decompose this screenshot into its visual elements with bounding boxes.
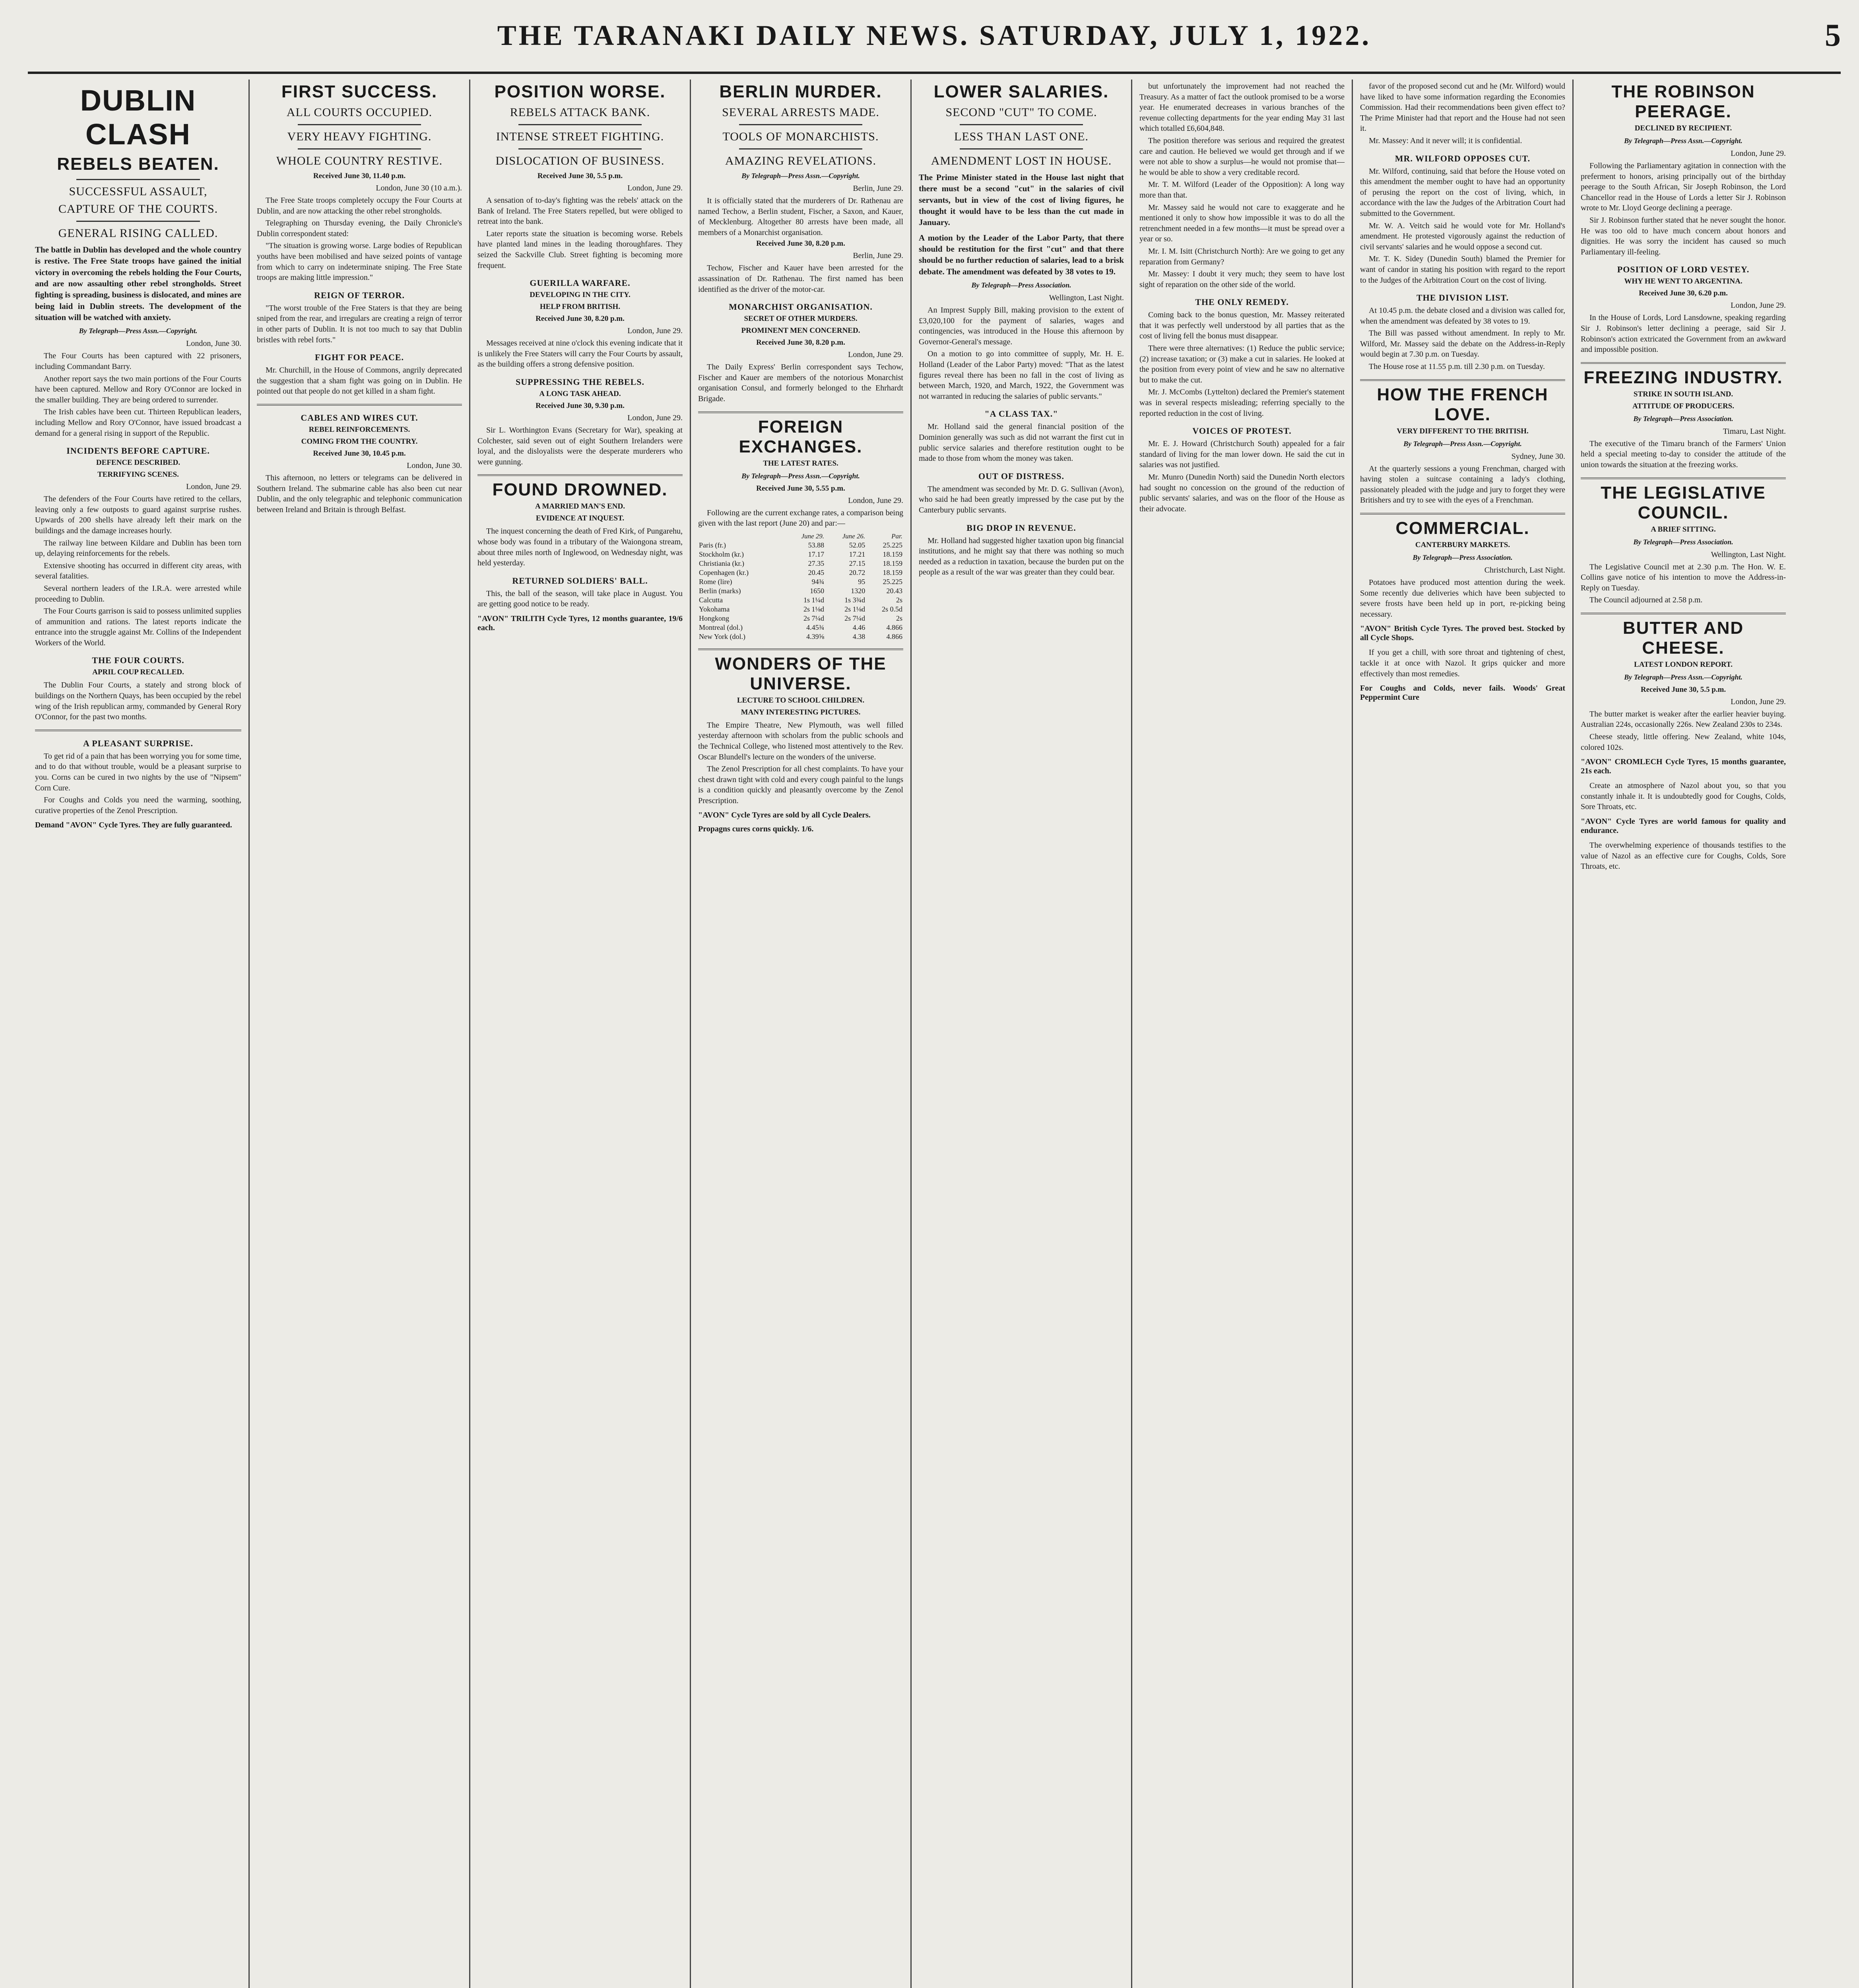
paragraph: The Council adjourned at 2.58 p.m.	[1589, 596, 1703, 605]
paragraph: Mr. Wilford, continuing, said that before the House voted on this amendment the member ought to have had an opportunity of perusing the report on the cost of living, which, in accordance with the law the Judges of the Arbitration Court had submitted to the Government.	[1360, 167, 1565, 218]
dateline: London, June 29.	[848, 350, 903, 359]
paragraph: Mr. Massey: And it never will; it is confidential.	[1369, 136, 1522, 145]
byline: By Telegraph—Press Association.	[1413, 553, 1513, 562]
table-cell-rate: 2s 1⅛d	[844, 605, 865, 613]
subheading: REBEL REINFORCEMENTS.	[309, 425, 410, 434]
divider	[298, 124, 421, 125]
dateline: London, June 29.	[1731, 149, 1786, 158]
headline-commercial: COMMERCIAL.	[1395, 518, 1530, 538]
advertisement: "AVON" Cycle Tyres are sold by all Cycle Dealers.	[698, 811, 871, 820]
divider	[1581, 613, 1786, 614]
dateline: Sydney, June 30.	[1511, 452, 1565, 461]
advertisement: "AVON" British Cycle Tyres. The proved best. Stocked by all Cycle Shops.	[1360, 624, 1565, 643]
masthead-title: THE TARANAKI DAILY NEWS. SATURDAY, JULY 1, 1922.	[497, 19, 1372, 51]
exchange-rates-table	[698, 532, 903, 641]
paragraph: Several northern leaders of the I.R.A. were arrested while proceeding to Dublin.	[35, 584, 241, 604]
byline: By Telegraph—Press Assn.—Copyright.	[741, 172, 860, 180]
divider	[1360, 513, 1565, 514]
divider	[1360, 379, 1565, 381]
column-2	[248, 80, 469, 1988]
paragraph: Mr. W. A. Veitch said he would vote for Mr. Holland's amendment. He protested vigorously against the reduction of civil servants' salaries and he would oppose a second cut.	[1360, 221, 1565, 251]
table-cell-rate: 17.21	[849, 550, 865, 558]
headline-berlin-murder: BERLIN MURDER.	[719, 82, 882, 101]
paragraph: Mr. E. J. Howard (Christchurch South) appealed for a fair standard of living for the man lower down. He said the cut in salaries was not justified.	[1139, 439, 1345, 470]
table-cell-rate: 1650	[810, 586, 825, 595]
subheading: OUT OF DISTRESS.	[978, 471, 1064, 481]
page-number: 5	[1825, 18, 1841, 53]
table-cell-rate: 27.35	[808, 559, 825, 567]
paragraph: Mr. T. M. Wilford (Leader of the Opposition): A long way more than that.	[1139, 180, 1345, 200]
paragraph: There were three alternatives: (1) Reduce the public service; (2) increase taxation; or (3) make a cut in salaries. He looked at the position from every point of view and he saw no alternative but to make the cut.	[1139, 344, 1345, 384]
subheading: DEVELOPING IN THE CITY.	[530, 291, 631, 299]
deck: ALL COURTS OCCUPIED.	[286, 106, 433, 119]
column-6	[1131, 80, 1352, 1988]
dateline: London, June 29.	[627, 184, 683, 192]
paragraph: Mr. Munro (Dunedin North) said the Dunedin North electors had sought no concession on the ground of the reduction of public servants' salaries, and was on the floor of the House as their advocate.	[1139, 473, 1345, 513]
paragraph: The Four Courts has been captured with 22 prisoners, including Commandant Barry.	[35, 351, 241, 371]
subheading: DECLINED BY RECIPIENT.	[1634, 124, 1732, 132]
dateline: Berlin, June 29.	[853, 251, 903, 260]
column-7	[1352, 80, 1572, 1988]
headline-wonders-of-the-universe: WONDERS OF THE UNIVERSE.	[715, 654, 887, 693]
subheading: LATEST LONDON REPORT.	[1634, 660, 1733, 669]
divider	[960, 148, 1083, 149]
subheading: MONARCHIST ORGANISATION.	[729, 302, 873, 312]
paragraph: Messages received at nine o'clock this evening indicate that it is unlikely the Free Staters will carry the Four Courts by assault, as the building offers a strong defensive position.	[477, 339, 683, 369]
deck: REBELS ATTACK BANK.	[510, 106, 650, 119]
paragraph: Telegraphing on Thursday evening, the Daily Chronicle's Dublin correspondent stated:	[257, 219, 462, 238]
paragraph: Cheese steady, little offering. New Zealand, white 104s, colored 102s.	[1581, 732, 1786, 752]
column-5	[910, 80, 1131, 1988]
paragraph: Techow, Fischer and Kauer have been arrested for the assassination of Dr. Rathenau. The first named has been identified as the driver of the motor-car.	[698, 264, 903, 294]
advertisement: Propagns cures corns quickly. 1/6.	[698, 825, 814, 834]
dateline: London, June 30.	[407, 461, 462, 470]
table-cell-currency	[698, 532, 784, 541]
table-cell-rate: 1s 3¾d	[844, 596, 865, 604]
divider	[698, 412, 903, 413]
paragraph: Mr. I. M. Isitt (Christchurch North): Are we going to get any reparation from Germany?	[1139, 247, 1345, 266]
table-cell-rate: 2s	[896, 614, 902, 622]
headline-position-worse: POSITION WORSE.	[494, 82, 666, 101]
table-cell-rate: 25.225	[883, 541, 902, 549]
byline: By Telegraph—Press Assn.—Copyright.	[741, 472, 860, 480]
dateline: London, June 29.	[186, 482, 241, 491]
divider	[518, 148, 642, 149]
subheading: LECTURE TO SCHOOL CHILDREN.	[737, 696, 865, 705]
table-cell-rate: Par.	[891, 532, 902, 540]
divider	[477, 474, 683, 476]
table-cell-rate: 4.39⅝	[806, 632, 825, 641]
table-row	[698, 550, 903, 559]
paragraph: but unfortunately the improvement had not reached the Treasury. As a matter of fact the outlook promised to be a worse year. He enumerated decreases in various branches of the revenue collecting departments for the year ending May 31 last which totalled £6,604,848.	[1139, 82, 1345, 133]
table-cell-rate: 4.866	[886, 623, 902, 631]
table-row	[698, 605, 903, 614]
subheading: APRIL COUP RECALLED.	[92, 668, 184, 677]
divider	[298, 148, 421, 149]
subheading: EVIDENCE AT INQUEST.	[536, 514, 625, 523]
table-cell-currency: Calcutta	[699, 596, 723, 604]
table-cell-rate: 52.05	[849, 541, 865, 549]
headline-butter-and-cheese: BUTTER AND CHEESE.	[1622, 618, 1744, 658]
headline-legislative-council: THE LEGISLATIVE COUNCIL.	[1601, 483, 1766, 522]
received-time: Received June 30, 8.20 p.m.	[756, 239, 845, 248]
deck: TOOLS OF MONARCHISTS.	[722, 130, 879, 143]
paragraph: Mr. Holland said the general financial position of the Dominion generally was such as did not warrant the first cut in public service salaries and therefore restitution ought to be made to those from whom the money was taken.	[919, 422, 1124, 463]
column-4	[690, 80, 910, 1988]
paragraph: This, the ball of the season, will take place in August. You are getting good notice to be ready.	[477, 589, 683, 609]
subheading: GUERILLA WARFARE.	[530, 278, 631, 288]
headline-freezing-industry: FREEZING INDUSTRY.	[1583, 367, 1783, 387]
dateline: London, June 29.	[1731, 697, 1786, 706]
table-cell-rate: 2s 7¼d	[844, 614, 865, 622]
table-cell-rate: 4.45¾	[806, 623, 825, 631]
paragraph: The Daily Express' Berlin correspondent says Techow, Fischer and Kauer are members of the notorious Monarchist organisation Consul, and formerly belonged to the Ehrhardt Brigade.	[698, 363, 903, 403]
paragraph: An Imprest Supply Bill, making provision to the extent of £3,020,100 for the payment of salaries, wages and contingencies, was introduced in the House this afternoon by Governor-General's message.	[919, 306, 1124, 346]
subheading: A MARRIED MAN'S END.	[535, 502, 625, 511]
table-row	[698, 623, 903, 632]
table-cell-rate: 1320	[851, 586, 865, 595]
table-cell-rate: June 29.	[801, 532, 825, 540]
table-cell-rate: 20.72	[849, 568, 865, 577]
subheading: SUPPRESSING THE REBELS.	[516, 377, 644, 387]
subheading: CANTERBURY MARKETS.	[1415, 541, 1510, 549]
divider	[35, 730, 241, 731]
paragraph: Mr. Holland had suggested higher taxation upon big financial institutions, and he might say that there was nothing so much needed as a reduction in taxation, because the burden put on the people as a result of the war was greater than they could bear.	[919, 536, 1124, 577]
table-cell-rate: 4.46	[852, 623, 865, 631]
byline: By Telegraph—Press Assn.—Copyright.	[1624, 673, 1743, 681]
paragraph: The butter market is weaker after the earlier heavier buying. Australian 224s, occasionally 226s. New Zealand 230s to 234s.	[1581, 709, 1786, 729]
paragraph: It is officially stated that the murderers of Dr. Rathenau are named Techow, a Berlin student, Fischer, a Saxon, and Kauer, of Mecklenburg. Altogether 80 arrests have been made, all members of a Monarchist organisation.	[698, 196, 903, 237]
table-cell-rate: 2s 7¼d	[803, 614, 825, 622]
headline-foreign-exchanges: FOREIGN EXCHANGES.	[739, 417, 863, 456]
paragraph: Later reports state the situation is becoming worse. Rebels have planted land mines in the leading thoroughfares. They seized the Sackville Club. Street fighting is becoming more frequent.	[477, 229, 683, 270]
subheading: FIGHT FOR PEACE.	[314, 352, 404, 363]
headline-robinson-peerage: THE ROBINSON PEERAGE.	[1611, 82, 1755, 121]
subheading: WHY HE WENT TO ARGENTINA.	[1624, 277, 1743, 286]
paragraph: "The situation is growing worse. Large bodies of Republican youths have been mobilised and have seized points of vantage from which to carry on indeterminate sniping. The Free State troops are making little impression."	[257, 241, 462, 282]
divider	[739, 124, 862, 125]
column-1	[28, 80, 248, 1988]
deck: WHOLE COUNTRY RESTIVE.	[276, 154, 443, 167]
table-cell-rate: 94¾	[811, 577, 825, 586]
paragraph: Mr. J. McCombs (Lyttelton) declared the Premier's statement was in several respects misleading; referring specially to the reported reduction in the cost of living.	[1139, 388, 1345, 418]
table-row	[698, 596, 903, 605]
paragraph: A sensation of to-day's fighting was the rebels' attack on the Bank of Ireland. The Free Staters repelled, but were obliged to retreat into the bank.	[477, 196, 683, 226]
subheading: BIG DROP IN REVENUE.	[966, 522, 1076, 533]
subheading: POSITION OF LORD VESTEY.	[1617, 264, 1750, 275]
table-cell-currency: Rome (lire)	[699, 577, 732, 586]
received-time: Received June 30, 8.20 p.m.	[756, 338, 845, 347]
table-cell-currency: Berlin (marks)	[699, 586, 741, 595]
table-cell-rate: 25.225	[883, 577, 902, 586]
subheading: A LONG TASK AHEAD.	[539, 389, 621, 398]
table-row	[698, 568, 903, 577]
received-time: Received June 30, 5.5 p.m.	[1640, 685, 1726, 694]
paragraph: In the House of Lords, Lord Lansdowne, speaking regarding Sir J. Robinson's letter declining a peerage, said Sir J. Robinson's action extricated the Government from an awkward and impossible position.	[1581, 313, 1786, 354]
subheading: THE FOUR COURTS.	[92, 655, 184, 666]
byline: By Telegraph—Press Assn.—Copyright.	[79, 327, 198, 335]
table-row	[698, 541, 903, 550]
paragraph: The Zenol Prescription for all chest complaints. To have your chest drawn tight with cold and every cough painful to the lungs is a condition quickly and pleasantly overcome by the Zenol Prescription.	[698, 765, 903, 805]
received-time: Received June 30, 6.20 p.m.	[1639, 289, 1728, 298]
table-row	[698, 586, 903, 596]
table-cell-currency: Copenhagen (kr.)	[699, 568, 749, 577]
paragraph: Coming back to the bonus question, Mr. Massey reiterated that it was perfectly well understood by all parties that as the cost of living fell the bonus must disappear.	[1139, 311, 1345, 341]
received-time: Received June 30, 10.45 p.m.	[313, 449, 406, 458]
paragraph: Sir J. Robinson further stated that he never sought the honor. He was too old to have much concern about honors and dignities. He was sorry the incident has caused so much Parliamentary ill-feeling.	[1581, 215, 1786, 256]
paragraph: Mr. Churchill, in the House of Commons, angrily deprecated the suggestion that a sham fight was going on in Dublin. He pointed out that people do not get killed in a sham fight.	[257, 366, 462, 396]
subheading: RETURNED SOLDIERS' BALL.	[512, 575, 648, 586]
column-8	[1572, 80, 1793, 1988]
headline-found-drowned: FOUND DROWNED.	[492, 480, 668, 500]
advertisement: "AVON" CROMLECH Cycle Tyres, 15 months guarantee, 21s each.	[1581, 757, 1786, 776]
received-time: Received June 30, 8.20 p.m.	[536, 315, 625, 323]
paragraph: The defenders of the Four Courts have retired to the cellars, leaving only a few outposts to guard against surprise rushes. Upwards of 200 shells have already left their mark on the buildings and the damage increases hourly.	[35, 495, 241, 535]
paragraph: favor of the proposed second cut and he (Mr. Wilford) would have liked to have some information regarding the Economies Commission. Had their recommendations been given effect to? The Prime Minister had that report and the House had not seen it.	[1360, 82, 1565, 133]
received-time: Received June 30, 5.55 p.m.	[756, 484, 845, 493]
headline-dublin-clash: DUBLIN CLASH	[80, 84, 196, 151]
paragraph: This afternoon, no letters or telegrams can be delivered in Southern Ireland. The submarine cable has also been cut near Dublin, and the only telegraphic and telephonic communication between Ireland and Britain is through Belfast.	[257, 473, 462, 514]
paragraph: The overwhelming experience of thousands testifies to the value of Nazol as an effective cure for Coughs, Colds, Sore Throats, etc.	[1581, 841, 1786, 871]
paragraph: At the quarterly sessions a young Frenchman, charged with having stolen a suitcase containing a lady's clothing, passionately pleaded with the judge and jury to forget they were Britishers and try to see with the eyes of a Frenchman.	[1360, 464, 1565, 505]
deck: REBELS BEATEN.	[57, 154, 219, 174]
paragraph: Mr. Massey said he would not care to exaggerate and he mentioned it only to show how impossible it was to do all the retrenchment needed in a few months—it must be spread over a year or so.	[1139, 203, 1345, 244]
table-row	[698, 559, 903, 568]
paragraph: Extensive shooting has occurred in different city areas, with several fatalities.	[35, 561, 241, 581]
dateline: Wellington, Last Night.	[1711, 550, 1786, 559]
advertisement: Demand "AVON" Cycle Tyres. They are fully guaranteed.	[35, 821, 232, 830]
subheading: INCIDENTS BEFORE CAPTURE.	[66, 446, 210, 456]
subheading: SECRET OF OTHER MURDERS.	[744, 315, 858, 323]
subheading: MR. WILFORD OPPOSES CUT.	[1395, 153, 1531, 163]
deck: AMAZING REVELATIONS.	[725, 154, 876, 167]
masthead	[28, 12, 1841, 74]
subheading: PROMINENT MEN CONCERNED.	[741, 326, 860, 335]
dateline: London, June 29.	[627, 326, 683, 336]
subheading: A PLEASANT SURPRISE.	[83, 738, 193, 748]
paragraph: The Empire Theatre, New Plymouth, was well filled yesterday afternoon with scholars from the public schools and the Technical College, who listened most attentively to the Rev. Oscar Blundell's lecture on the wonders of the universe.	[698, 720, 903, 761]
table-cell-currency: Yokohama	[699, 605, 730, 613]
subheading: COMING FROM THE COUNTRY.	[301, 437, 418, 446]
subheading: DEFENCE DESCRIBED.	[96, 458, 180, 467]
paragraph: "The worst trouble of the Free Staters is that they are being sniped from the rear, and irregulars are creating a reign of terror in other parts of Dublin. It is not too much to say that Dublin bristles with rebel forts."	[257, 303, 462, 344]
byline: By Telegraph—Press Association.	[971, 281, 1071, 289]
divider	[518, 124, 642, 125]
divider	[1581, 478, 1786, 479]
divider	[739, 148, 862, 149]
byline: By Telegraph—Press Association.	[1633, 538, 1733, 546]
subheading: A BRIEF SITTING.	[1651, 525, 1716, 534]
byline: By Telegraph—Press Association.	[1633, 414, 1733, 423]
received-time: Received June 30, 11.40 p.m.	[313, 172, 406, 180]
deck: SECOND "CUT" TO COME.	[945, 106, 1097, 119]
table-cell-rate: 4.866	[886, 632, 902, 641]
subheading: TERRIFYING SCENES.	[97, 470, 179, 479]
table-cell-rate: 27.15	[849, 559, 865, 567]
paragraph: Potatoes have produced most attention during the week. Some recently due deliveries which have been subjected to severe frosts have been held up in port, re-picking being necessary.	[1360, 578, 1565, 619]
subheading: REIGN OF TERROR.	[314, 290, 405, 300]
paragraph: On a motion to go into committee of supply, Mr. H. E. Holland (Leader of the Labor Party) moved: "That as the latest figures reveal there has been no fall in the cost of living as between March, 1920, and March, 1922, the Government was not warranted in reducing the salaries of public servants."	[919, 349, 1124, 401]
table-cell-rate: 18.159	[883, 568, 902, 577]
table-cell-currency: New York (dol.)	[699, 632, 745, 641]
deck: GENERAL RISING CALLED.	[58, 227, 218, 240]
paragraph: Following are the current exchange rates, a comparison being given with the last report (June 20) and par:—	[698, 508, 903, 528]
table-cell-rate: 95	[858, 577, 865, 586]
table-cell-currency: Stockholm (kr.)	[699, 550, 744, 558]
subheading: ATTITUDE OF PRODUCERS.	[1632, 402, 1734, 410]
table-cell-rate: 1s 1¼d	[803, 596, 825, 604]
advertisement: "AVON" TRILITH Cycle Tyres, 12 months guarantee, 19/6 each.	[477, 614, 683, 632]
dateline: Timaru, Last Night.	[1723, 427, 1786, 436]
paragraph: Create an atmosphere of Nazol about you, so that you constantly inhale it. It is undoubtedly good for Coughs, Colds, Sore Throats, etc.	[1581, 781, 1786, 812]
deck: DISLOCATION OF BUSINESS.	[495, 154, 665, 167]
table-cell-currency: Montreal (dol.)	[699, 623, 743, 631]
paragraph: The executive of the Timaru branch of the Farmers' Union held a special meeting to-day to consider the attitude of the union towards the situation at the freezing works.	[1581, 439, 1786, 469]
dateline: London, June 29.	[848, 496, 903, 505]
table-cell-rate: 2s 1⅛d	[803, 605, 825, 613]
dateline: London, June 29.	[627, 413, 683, 422]
dateline: Christchurch, Last Night.	[1484, 566, 1565, 575]
subheading: VERY DIFFERENT TO THE BRITISH.	[1397, 427, 1529, 435]
table-cell-currency: Hongkong	[699, 614, 729, 622]
deck: CAPTURE OF THE COURTS.	[58, 202, 218, 215]
lead-paragraph: The Prime Minister stated in the House last night that there must be a second "cut" in the salaries of civil servants, but in view of the cost of living figures, he thought it would have to be less than the cut made in January.	[919, 173, 1124, 227]
lead-paragraph: The battle in Dublin has developed and the whole country is restive. The Free State troops have gained the initial victory in overcoming the rebels holding the Four Courts, and are now assaulting other rebel strongholds. Street fighting is spreading, business is dislocated, and mines are being laid in Dublin streets. The development of the situation will be watched with anxiety.	[35, 245, 241, 322]
paragraph: The amendment was seconded by Mr. D. G. Sullivan (Avon), who said he had been greatly impressed by the case put by the Canterbury public servants.	[919, 484, 1124, 514]
received-time: Received June 30, 5.5 p.m.	[537, 172, 623, 180]
subheading: "A CLASS TAX."	[984, 409, 1058, 419]
table-cell-rate: 18.159	[883, 559, 902, 567]
subheading: THE ONLY REMEDY.	[1195, 297, 1289, 307]
byline: By Telegraph—Press Assn.—Copyright.	[1624, 137, 1743, 145]
paragraph: Following the Parliamentary agitation in connection with the preferment to honors, arising principally out of the birthday peerage to the South African, Sir Joseph Robinson, the Lord Chancellor read in the House of Lords a letter Sir J. Robinson wrote to Mr. Lloyd George declining a peerage.	[1581, 161, 1786, 213]
paragraph: The Bill was passed without amendment. In reply to Mr. Wilford, Mr. Massey said the debate on the Address-in-Reply would begin at 7.30 p.m. on Tuesday.	[1360, 329, 1565, 359]
paragraph: The position therefore was serious and required the greatest care and caution. He believed we would get through and if we were not able to show a surplus—he would not promise that—he would be able to show a very creditable record.	[1139, 136, 1345, 177]
dateline: London, June 29.	[1731, 301, 1786, 310]
paragraph: The Legislative Council met at 2.30 p.m. The Hon. W. E. Collins gave notice of his intention to move the Address-in-Reply on Tuesday.	[1581, 562, 1786, 592]
paragraph: For Coughs and Colds you need the warming, soothing, curative properties of the Zenol Prescription.	[35, 796, 241, 815]
subheading: VOICES OF PROTEST.	[1192, 426, 1292, 436]
divider	[698, 648, 903, 650]
subheading: HELP FROM BRITISH.	[539, 303, 621, 311]
paragraph: The Four Courts garrison is said to possess unlimited supplies of ammunition and rations. The latest reports indicate the entrance into the struggle against Mr. Collins of the Independent Workers of the World.	[35, 607, 241, 647]
paragraph: Mr. T. K. Sidey (Dunedin South) blamed the Premier for want of candor in stating his position with regard to the report to the Judges of the Arbitration Court on the cost of living.	[1360, 254, 1565, 285]
divider	[1581, 362, 1786, 364]
divider	[76, 179, 200, 180]
received-time: Received June 30, 9.30 p.m.	[536, 401, 625, 410]
byline: By Telegraph—Press Assn.—Copyright.	[1403, 439, 1522, 448]
paragraph: The railway line between Kildare and Dublin has been torn up, delaying reinforcements for the rebels.	[35, 538, 241, 558]
table-header-row	[698, 532, 903, 541]
paragraph: Another report says the two main portions of the Four Courts have been captured. Mellow and Rory O'Connor are locked in the smaller building. They are being ordered to surrender.	[35, 374, 241, 404]
table-cell-rate: 4.38	[852, 632, 865, 641]
dateline: London, June 30 (10 a.m.).	[376, 184, 462, 192]
table-row	[698, 632, 903, 641]
paragraph: The inquest concerning the death of Fred Kirk, of Pungarehu, whose body was found in a tributary of the Waiongona stream, about three miles north of Inglewood, on Wednesday night, was held yesterday.	[477, 527, 683, 568]
headline-how-the-french-love: HOW THE FRENCH LOVE.	[1377, 384, 1549, 424]
deck: SUCCESSFUL ASSAULT,	[69, 185, 208, 198]
table-row	[698, 614, 903, 623]
deck: VERY HEAVY FIGHTING.	[287, 130, 432, 143]
lead-paragraph: A motion by the Leader of the Labor Party, that there should be restitution for the first "cut" and that there should be no further reduction of salaries, lead to a brisk debate. The amendment was defeated by 38 votes to 19.	[919, 233, 1124, 276]
headline-first-success: FIRST SUCCESS.	[281, 82, 438, 101]
advertisement: For Coughs and Colds, never fails. Woods' Great Peppermint Cure	[1360, 684, 1565, 702]
dateline: Berlin, June 29.	[853, 184, 903, 193]
deck: AMENDMENT LOST IN HOUSE.	[931, 154, 1112, 167]
table-cell-rate: 20.43	[886, 586, 902, 595]
table-cell-rate: 2s	[896, 596, 902, 604]
subheading: MANY INTERESTING PICTURES.	[741, 708, 861, 716]
subheading: STRIKE IN SOUTH ISLAND.	[1633, 390, 1733, 398]
subheading: THE DIVISION LIST.	[1416, 293, 1509, 303]
paragraph: Mr. Massey: I doubt it very much; they seem to have lost sight of reparation on the other side of the world.	[1139, 270, 1345, 289]
deck: LESS THAN LAST ONE.	[954, 130, 1089, 143]
column-3	[469, 80, 690, 1988]
paragraph: The Free State troops completely occupy the Four Courts at Dublin, and are now attacking the other rebel strongholds.	[257, 196, 462, 215]
dateline: Wellington, Last Night.	[1049, 293, 1124, 303]
table-cell-rate: 18.159	[883, 550, 902, 558]
paragraph: The Irish cables have been cut. Thirteen Republican leaders, including Mellow and Rory O'Connor, have issued broadcast a demand for a general rising in support of the Republic.	[35, 408, 241, 438]
paragraph: The Dublin Four Courts, a stately and strong block of buildings on the Northern Quays, has been occupied by the rebel wing of the Irish republican army, commanded by General Rory O'Connor, for the past two months.	[35, 681, 241, 722]
paragraph: Sir L. Worthington Evans (Secretary for War), speaking at Colchester, said seven out of eight Southern Irelanders were loyal, and the disloyalists were the desperate murderers who were gunning.	[477, 425, 683, 466]
dateline: London, June 30.	[186, 339, 241, 348]
table-cell-rate: 17.17	[808, 550, 825, 558]
deck: INTENSE STREET FIGHTING.	[496, 130, 664, 143]
paragraph: The House rose at 11.55 p.m. till 2.30 p.m. on Tuesday.	[1369, 362, 1545, 371]
table-cell-rate: 20.45	[808, 568, 825, 577]
table-row	[698, 577, 903, 586]
paragraph: If you get a chill, with sore throat and tightening of chest, tackle it at once with Nazol. It grips quicker and more effectively than most remedies.	[1360, 648, 1565, 678]
deck: SEVERAL ARRESTS MADE.	[722, 106, 879, 119]
subheading: CABLES AND WIRES CUT.	[301, 412, 418, 423]
divider	[257, 404, 462, 406]
table-cell-rate: June 26.	[842, 532, 865, 540]
divider	[76, 221, 200, 222]
divider	[960, 124, 1083, 125]
headline-lower-salaries: LOWER SALARIES.	[933, 82, 1109, 101]
subheading: THE LATEST RATES.	[763, 459, 838, 468]
paragraph: To get rid of a pain that has been worrying you for some time, and to do that without trouble, would be a pleasant surprise to you. Corns can be cured in two nights by the use of "Nipsem" Corn Cure.	[35, 751, 241, 792]
advertisement: "AVON" Cycle Tyres are world famous for quality and endurance.	[1581, 817, 1786, 835]
table-cell-currency: Paris (fr.)	[699, 541, 726, 549]
table-cell-rate: 53.88	[808, 541, 825, 549]
table-cell-rate: 2s 0.5d	[881, 605, 902, 613]
paragraph: At 10.45 p.m. the debate closed and a division was called for, when the amendment was defeated by 38 votes to 19.	[1360, 306, 1565, 326]
table-cell-currency: Christiania (kr.)	[699, 559, 744, 567]
